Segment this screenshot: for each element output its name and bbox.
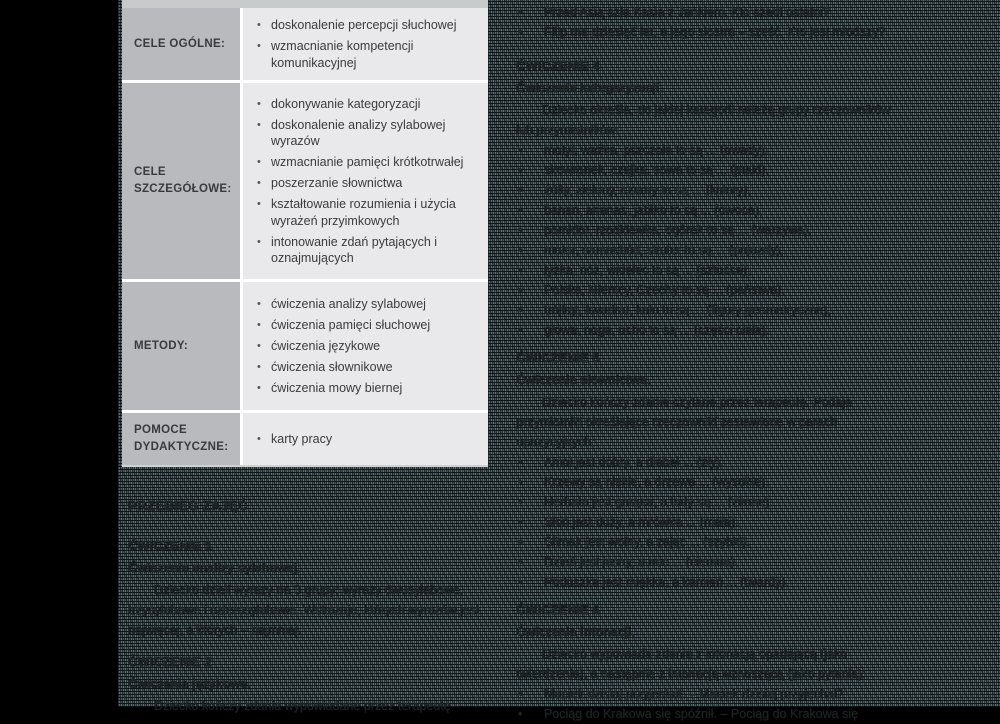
bullet-item-text: Poduszka jest miękka, a kamień ... (twardy). — [544, 575, 789, 589]
section-title: PRZEBIEG ZAJĘĆ — [128, 498, 248, 513]
bullet-icon: • — [518, 263, 523, 277]
exercise-body: Dziecko określa, do jakiej kategorii należą grupy rzeczowników lub przymiotników: — [516, 103, 891, 137]
exercise-body: Dziecko kończy zdania wypowiadane przez terapeutę — [154, 699, 451, 713]
table-item — [257, 17, 480, 34]
lesson-table — [122, 0, 488, 465]
exercise-bullet-list — [516, 140, 908, 340]
bullet-item-text: Anioł jest dobry, a diabeł ... (zły). — [544, 455, 724, 469]
table-row-items — [243, 413, 488, 465]
bullet-item-text: Polska, Niemcy, Czechy to są ... (państwa), — [544, 283, 785, 297]
bullet-item — [516, 280, 908, 300]
table-item-text: wzmacnianie pamięci krótkotrwałej — [271, 155, 464, 169]
table-item — [257, 359, 480, 376]
bullet-icon: • — [257, 339, 261, 352]
table-item-text: karty pracy — [271, 431, 333, 446]
table-item-text: doskonalenie percepcji słuchowej — [271, 18, 457, 32]
exercise-heading: ĆWICZENIE 4 — [516, 59, 600, 73]
bullet-item — [516, 684, 908, 704]
intro-bullet-list — [516, 2, 908, 42]
table-row-items — [243, 8, 488, 80]
bullet-icon: • — [257, 235, 261, 248]
bullet-item — [516, 512, 908, 532]
table-item — [257, 117, 480, 150]
bullet-icon: • — [518, 223, 523, 237]
bullet-item — [516, 140, 908, 160]
table-item-list — [257, 426, 480, 452]
table-row-items — [243, 83, 488, 279]
table-item-list — [257, 13, 480, 76]
left-text-column — [122, 462, 494, 713]
bullet-icon: • — [518, 455, 523, 469]
exercise-bullet-list — [516, 452, 908, 592]
bullet-item-text: Ślimak jest wolny, a zając ... (szybki). — [544, 535, 750, 549]
bullet-item — [516, 552, 908, 572]
bullet-icon: • — [257, 19, 261, 31]
bullet-icon: • — [518, 303, 523, 317]
bullet-item-text: skowronek, czajka, sowa to są ... (ptaki), — [544, 163, 769, 177]
bullet-icon: • — [257, 381, 261, 394]
table-item-text: ćwiczenia mowy biernej — [271, 380, 403, 395]
bullet-item — [516, 300, 908, 320]
table-item-list — [257, 91, 480, 271]
bullet-item — [516, 240, 908, 260]
bullet-icon: • — [257, 297, 261, 310]
bullet-icon: • — [518, 243, 523, 257]
bullet-item-text: Pociąg do Krakowa się spóźnił. – Pociąg do Krakowa się — [544, 707, 859, 721]
exercise-subheading: Ćwiczenia językowe. — [128, 677, 251, 691]
table-item — [257, 338, 480, 355]
bullet-icon: • — [257, 198, 261, 210]
exercise-body: Dziecko wypowiada zdania z intonacją opadającą (jako twierdzenia), a następnie z intonacją wznoszącą (jako pytania): — [516, 647, 866, 681]
exercise-bullet-list — [516, 684, 908, 724]
exercise-heading: ĆWICZENIE 1 — [128, 539, 212, 553]
bullet-icon: • — [518, 515, 523, 529]
bullet-icon: • — [518, 183, 523, 197]
bullet-icon: • — [518, 555, 523, 569]
bullet-item — [516, 532, 908, 552]
bullet-item — [516, 200, 908, 220]
table-item-text: ćwiczenia pamięci słuchowej — [271, 317, 431, 332]
table-item-text: intonowanie zdań pytających i oznajmujących — [271, 234, 438, 265]
exercise-subheading: Ćwiczenia intonacji. — [516, 625, 635, 639]
exercise-subheading: Ćwiczenie słownictwa. — [516, 373, 651, 387]
bullet-item — [516, 492, 908, 512]
bullet-item — [516, 160, 908, 180]
bullet-icon: • — [257, 432, 261, 445]
bullet-item — [516, 704, 908, 724]
bullet-icon: • — [518, 535, 523, 549]
table-item — [257, 96, 480, 113]
exercise-heading: ĆWICZENIE 6 — [516, 603, 600, 617]
bullet-item-text: Herbata jest gorąca, a lody są ... (zimne). — [544, 495, 773, 509]
exercise-body: Dziecko kończy zdanie czytane przez terapeutę. Podaje przymiotniki określające rzeczowniki zestawione w parach opozycyjnych: — [516, 395, 852, 449]
bullet-icon: • — [257, 360, 261, 373]
bullet-item-text: trójkąt, kwadrat, koło to są ... (figury geometryczne), — [544, 303, 831, 317]
exercise-subheading: Ćwiczenia analizy sylabowej. — [128, 561, 301, 575]
bullet-icon: • — [518, 475, 523, 489]
bullet-icon: • — [518, 163, 523, 177]
bullet-item — [516, 472, 908, 492]
bullet-item-text: żółty, zielony, czarny to są ... (kolory), — [544, 183, 751, 197]
bullet-item — [516, 22, 908, 42]
table-item-text: ćwiczenia analizy sylabowej — [271, 296, 426, 311]
bullet-item — [516, 572, 908, 592]
table-item — [257, 431, 480, 448]
bullet-icon: • — [518, 283, 523, 297]
bullet-icon: • — [518, 5, 523, 19]
table-item — [257, 234, 480, 267]
bullet-icon: • — [257, 97, 261, 110]
table-row-header: METODY: — [122, 282, 240, 410]
table-item — [257, 296, 480, 313]
table-item — [257, 380, 480, 397]
bullet-item-text: Dzień jest jasny, a noc ... (ciemna). — [544, 555, 738, 569]
table-item — [257, 175, 480, 192]
table-item-list — [257, 291, 480, 401]
table-item-text: poszerzanie słownictwa — [271, 176, 403, 190]
bullet-icon: • — [518, 323, 523, 337]
bullet-item-text: banan, ananas, jabłko to są ... (owoce), — [544, 203, 763, 217]
table-item — [257, 196, 480, 229]
right-text-column — [508, 0, 908, 721]
table-item-text: ćwiczenia językowe — [271, 338, 381, 353]
bullet-item — [516, 220, 908, 240]
table-item-text: doskonalenie analizy sylabowej wyrazów — [271, 117, 446, 148]
bullet-icon: • — [518, 495, 523, 509]
table-item-text: dokonywanie kategoryzacji — [271, 96, 421, 111]
exercise-heading: ĆWICZENIE 5 — [516, 351, 600, 365]
bullet-item-text: motyl, ważka, pszczoła to są ... (owady), — [544, 143, 768, 157]
table-item — [257, 38, 480, 71]
bullet-icon: • — [518, 25, 523, 39]
bullet-item-text: Maciek dzisiaj przyjechał. – Maciek dzisiaj przyjechał? — [544, 687, 844, 701]
bullet-icon: • — [518, 143, 523, 157]
bullet-item-text: łyżka, nóż, widelec to są ... (sztućce), — [544, 263, 751, 277]
exercise-subheading: Ćwiczenia kategoryzacji. — [516, 81, 663, 95]
table-row-header: CELE SZCZEGÓŁOWE: — [122, 83, 240, 279]
bullet-icon: • — [518, 707, 523, 721]
table-item — [257, 317, 480, 334]
bullet-item-text: pomidor, rzodkiewka, ogórek to są ... (warzywa), — [544, 223, 812, 237]
bullet-item — [516, 180, 908, 200]
bullet-icon: • — [257, 177, 261, 189]
bullet-item-text: Filip ma dziesięć lat, a jego siostra – sześć. Kto jest młodszy? — [544, 25, 886, 39]
table-item — [257, 154, 480, 171]
bullet-item — [516, 452, 908, 472]
bullet-item — [516, 320, 908, 340]
table-item-text: kształtowanie rozumienia i użycia wyrażeń przyimkowych — [271, 197, 456, 228]
exercise-heading: ĆWICZENIE 2 — [128, 655, 212, 669]
bullet-item-text: Przed Asią szła Kasia z Jankiem. Kto szedł ostatni? — [544, 5, 830, 19]
table-row-header: POMOCE DYDAKTYCZNE: — [122, 413, 240, 465]
bullet-item — [516, 260, 908, 280]
table-item-text: wzmacnianie kompetencji komunikacyjnej — [271, 39, 414, 70]
bullet-icon: • — [518, 575, 523, 589]
bullet-item-text: głowa, noga, ucho to są ... (części ciała). — [544, 323, 770, 337]
bullet-icon: • — [257, 318, 261, 331]
bullet-item-text: motor, samochód, skuter to są ... (pojazdy), — [544, 243, 784, 257]
bullet-item-text: Słoń jest duży, a mrówka ... (mała). — [544, 515, 739, 529]
bullet-icon: • — [257, 156, 261, 168]
table-item-text: ćwiczenia słownikowe — [271, 359, 393, 374]
bullet-icon: • — [257, 118, 261, 131]
bullet-item — [516, 2, 908, 22]
table-row-items — [243, 282, 488, 410]
exercise-body: Dziecko dzieli wyrazy na 3 grupy: wyrazy dwusylabowe, trzysylabowe i czterosylabowe. Wskazuje, których wyrazów jest najwięcej, a których – najmniej. — [128, 583, 480, 637]
bullet-icon: • — [518, 203, 523, 217]
table-row-header: CELE OGÓLNE: — [122, 8, 240, 80]
bullet-icon: • — [257, 40, 261, 52]
bullet-icon: • — [518, 687, 523, 701]
bullet-item-text: Krzewy są niskie, a drzewa ... (wysokie). — [544, 475, 769, 489]
